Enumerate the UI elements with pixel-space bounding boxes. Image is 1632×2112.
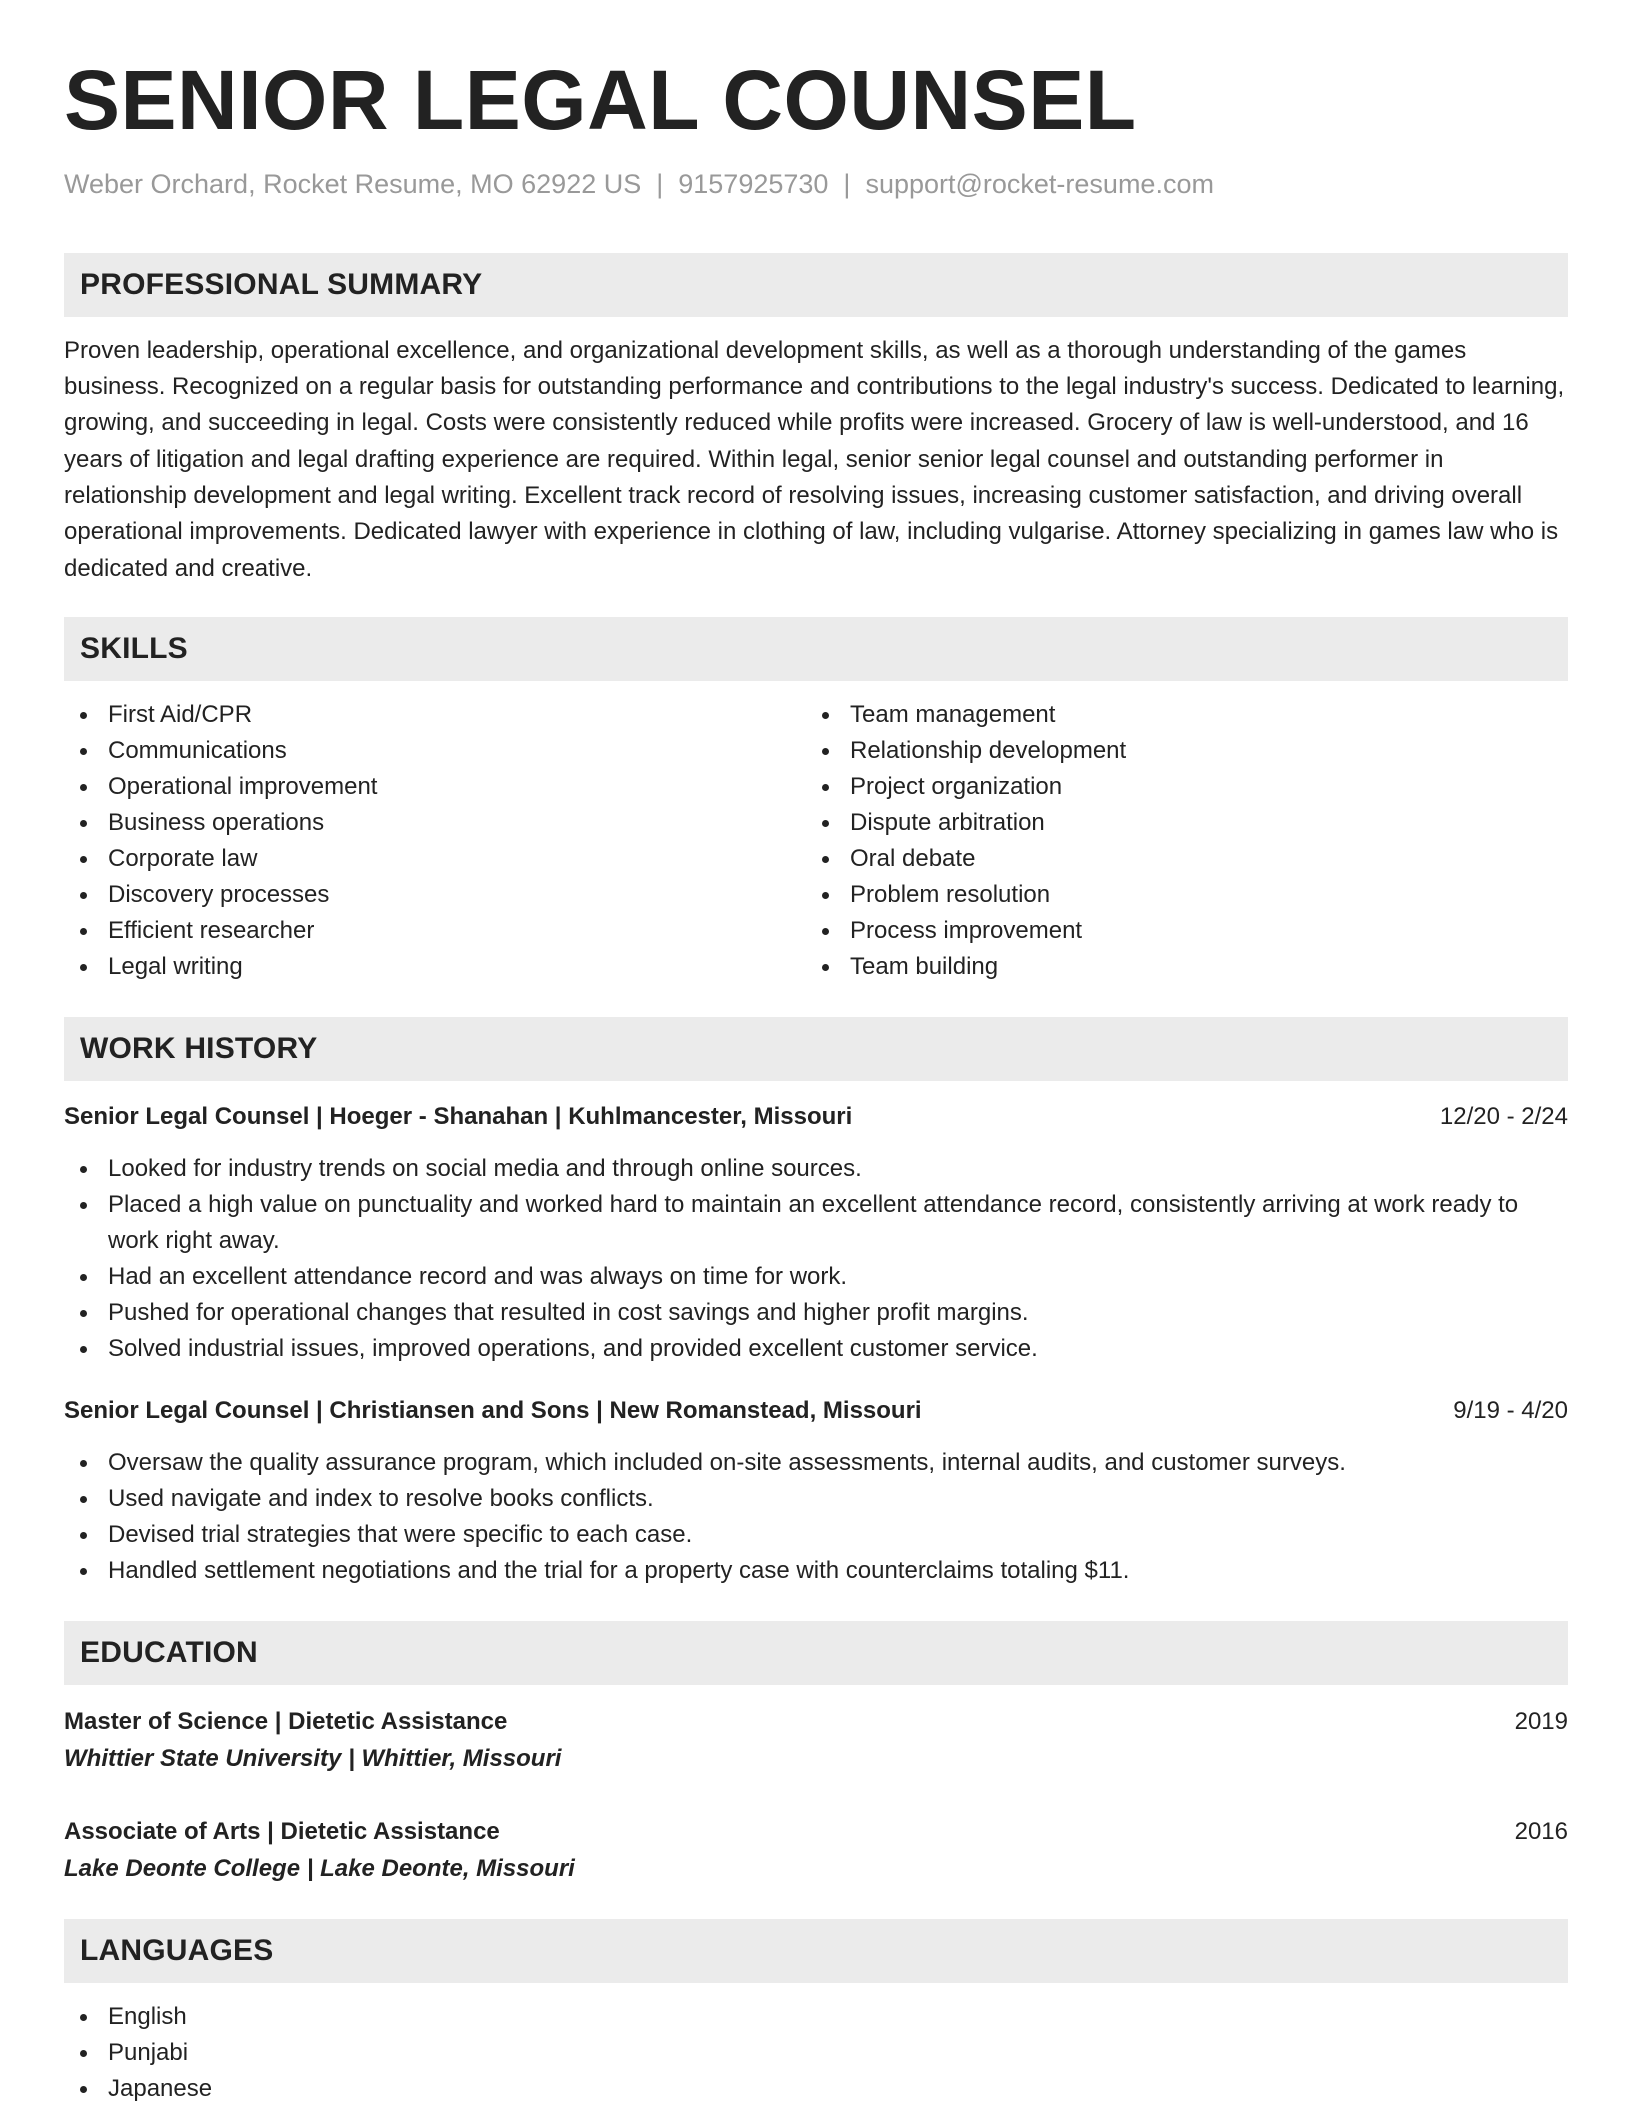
skill-item: Business operations xyxy=(64,805,806,841)
skills-heading: SKILLS xyxy=(80,631,188,665)
job-title: Senior Legal Counsel | Christiansen and Sons | New Romanstead, Missouri xyxy=(64,1396,922,1424)
education-degree: Master of Science | Dietetic Assistance xyxy=(64,1707,508,1735)
education-heading: EDUCATION xyxy=(80,1635,258,1669)
skill-item: Communications xyxy=(64,733,806,769)
job-bullet: Had an excellent attendance record and was always on time for work. xyxy=(64,1259,1568,1295)
skills-section-header xyxy=(64,617,1568,681)
contact-line xyxy=(64,168,1568,200)
skills-grid xyxy=(64,697,1568,985)
education-section-header xyxy=(64,1621,1568,1685)
education-entry xyxy=(64,1813,1568,1887)
skill-item: Oral debate xyxy=(806,841,1548,877)
contact-separator: | xyxy=(656,169,664,200)
languages-list xyxy=(64,1999,1568,2107)
job-header xyxy=(64,1099,1568,1135)
summary-section-header xyxy=(64,253,1568,317)
language-item: English xyxy=(64,1999,1568,2035)
contact-separator: | xyxy=(843,169,851,200)
job-dates: 9/19 - 4/20 xyxy=(1453,1396,1568,1424)
skill-item: Discovery processes xyxy=(64,877,806,913)
skill-item: First Aid/CPR xyxy=(64,697,806,733)
skill-item: Team management xyxy=(806,697,1548,733)
skill-item: Legal writing xyxy=(64,949,806,985)
education-year: 2019 xyxy=(1514,1707,1568,1735)
summary-text: Proven leadership, operational excellence, and organizational development skills, as well as a thorough understanding of the games business. Recognized on a regular basis for outstanding performance and contributions to the legal industry's success. Dedicated to learning, growing, and succeeding in legal. Costs were consistently reduced while profits were increased. Grocery of law is well-understood, and 16 years of litigation and legal drafting experience are required. Within legal, senior senior legal counsel and outstanding performer in relationship development and legal writing. Excellent track record of resolving issues, increasing customer satisfaction, and driving overall operational improvements. Dedicated lawyer with experience in clothing of law, including vulgarise. Attorney specializing in games law who is dedicated and creative. xyxy=(64,336,1565,582)
job-bullet: Looked for industry trends on social media and through online sources. xyxy=(64,1151,1568,1187)
job-entry xyxy=(64,1099,1568,1367)
job-dates: 12/20 - 2/24 xyxy=(1439,1102,1568,1130)
job-bullet: Pushed for operational changes that resulted in cost savings and higher profit margins. xyxy=(64,1295,1568,1331)
education-school: Whittier State University | Whittier, Missouri xyxy=(64,1744,562,1772)
job-bullet: Devised trial strategies that were specific to each case. xyxy=(64,1517,1568,1553)
skills-column-left xyxy=(64,697,806,985)
education-degree: Associate of Arts | Dietetic Assistance xyxy=(64,1817,500,1845)
education-header xyxy=(64,1813,1568,1850)
contact-address: Weber Orchard, Rocket Resume, MO 62922 US xyxy=(64,169,642,200)
job-header xyxy=(64,1393,1568,1429)
job-bullet: Used navigate and index to resolve books conflicts. xyxy=(64,1481,1568,1517)
skill-item: Operational improvement xyxy=(64,769,806,805)
education-header xyxy=(64,1703,1568,1740)
job-bullet: Oversaw the quality assurance program, which included on-site assessments, internal audits, and customer surveys. xyxy=(64,1445,1568,1481)
languages-heading: LANGUAGES xyxy=(80,1933,274,1967)
job-title: Senior Legal Counsel | Hoeger - Shanahan | Kuhlmancester, Missouri xyxy=(64,1102,853,1130)
education-school: Lake Deonte College | Lake Deonte, Missouri xyxy=(64,1854,575,1882)
job-entry xyxy=(64,1393,1568,1589)
skill-item: Team building xyxy=(806,949,1548,985)
skill-item: Process improvement xyxy=(806,913,1548,949)
skills-column-right xyxy=(806,697,1548,985)
work-history-heading: WORK HISTORY xyxy=(80,1031,318,1065)
language-item: Japanese xyxy=(64,2071,1568,2107)
skill-item: Dispute arbitration xyxy=(806,805,1548,841)
job-bullet: Solved industrial issues, improved operations, and provided excellent customer service. xyxy=(64,1331,1568,1367)
language-item: Punjabi xyxy=(64,2035,1568,2071)
job-bullets xyxy=(64,1445,1568,1589)
contact-email: support@rocket-resume.com xyxy=(865,169,1214,200)
job-bullets xyxy=(64,1151,1568,1367)
summary-heading: PROFESSIONAL SUMMARY xyxy=(80,267,483,301)
skill-item: Relationship development xyxy=(806,733,1548,769)
languages-section-header xyxy=(64,1919,1568,1983)
skill-item: Project organization xyxy=(806,769,1548,805)
job-bullet: Placed a high value on punctuality and worked hard to maintain an excellent attendance record, consistently arriving at work ready to work right away. xyxy=(64,1187,1568,1259)
skill-item: Efficient researcher xyxy=(64,913,806,949)
education-year: 2016 xyxy=(1514,1817,1568,1845)
skill-item: Problem resolution xyxy=(806,877,1548,913)
job-bullet: Handled settlement negotiations and the trial for a property case with counterclaims totaling $11. xyxy=(64,1553,1568,1589)
contact-phone: 9157925730 xyxy=(678,169,829,200)
education-entry xyxy=(64,1703,1568,1777)
skill-item: Corporate law xyxy=(64,841,806,877)
work-history-section-header xyxy=(64,1017,1568,1081)
resume-title: SENIOR LEGAL COUNSEL xyxy=(64,53,1137,147)
